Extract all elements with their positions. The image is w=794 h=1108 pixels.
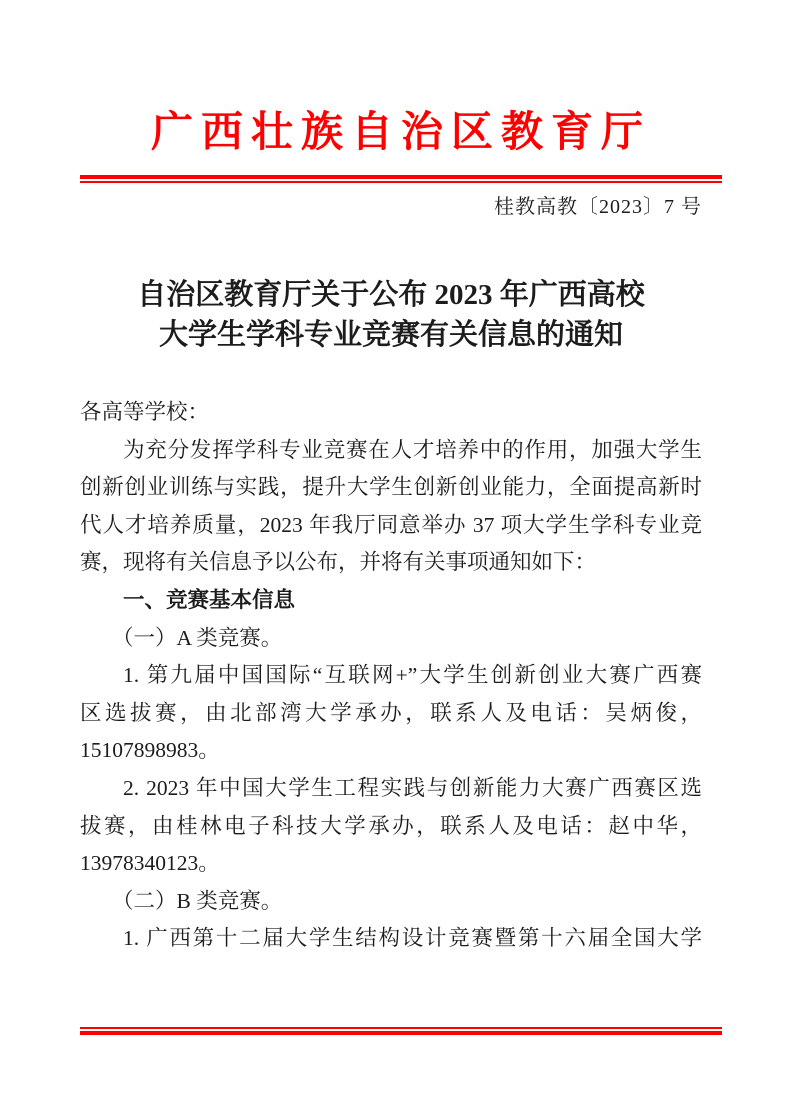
footer-divider-thick-line: [80, 1031, 722, 1035]
doc-number: 桂教高教〔2023〕7 号: [494, 196, 702, 218]
subsection-b-label: （二）B 类竞赛。: [112, 888, 283, 913]
paragraph-line: 拔赛，由桂林电子科技大学承办，联系人及电话：赵中华，: [80, 813, 702, 838]
section-1-heading: 一、竞赛基本信息: [123, 587, 296, 612]
paragraph-line: 2. 2023 年中国大学生工程实践与创新能力大赛广西赛区选: [123, 775, 702, 800]
paragraph-line: 创新创业训练与实践，提升大学生创新创业能力，全面提高新时: [80, 475, 702, 500]
footer-divider-thin-line: [80, 1027, 722, 1029]
paragraph-line: 代人才培养质量，2023 年我厅同意举办 37 项大学生学科专业竞: [80, 512, 702, 537]
notice-title: [80, 275, 702, 355]
paragraph-line: 1. 第九届中国国际“互联网+”大学生创新创业大赛广西赛: [123, 663, 702, 688]
paragraph-line: 1. 广西第十二届大学生结构设计竞赛暨第十六届全国大学: [123, 926, 702, 951]
header-divider-thick-line: [80, 175, 722, 179]
footer-divider: [80, 1027, 722, 1035]
phone-number-line: 13978340123。: [80, 851, 220, 876]
header-divider: [80, 175, 722, 183]
notice-title-line2: 大学生学科专业竞赛有关信息的通知: [158, 319, 623, 351]
paragraph-line: 区选拔赛，由北部湾大学承办，联系人及电话：吴炳俊，: [80, 700, 702, 725]
notice-body: [80, 394, 702, 958]
salutation-line: 各高等学校：: [80, 400, 210, 424]
paragraph-line: 为充分发挥学科专业竞赛在人才培养中的作用，加强大学生: [123, 437, 702, 462]
subsection-a-label: （一）A 类竞赛。: [112, 625, 283, 650]
notice-title-line1: 自治区教育厅关于公布 2023 年广西高校: [137, 279, 645, 311]
paragraph-line: 赛，现将有关信息予以公布，并将有关事项通知如下：: [80, 550, 597, 575]
agency-name: 广西壮族自治区教育厅: [150, 110, 651, 156]
header-divider-thin-line: [80, 181, 722, 183]
phone-number-line: 15107898983。: [80, 738, 220, 763]
